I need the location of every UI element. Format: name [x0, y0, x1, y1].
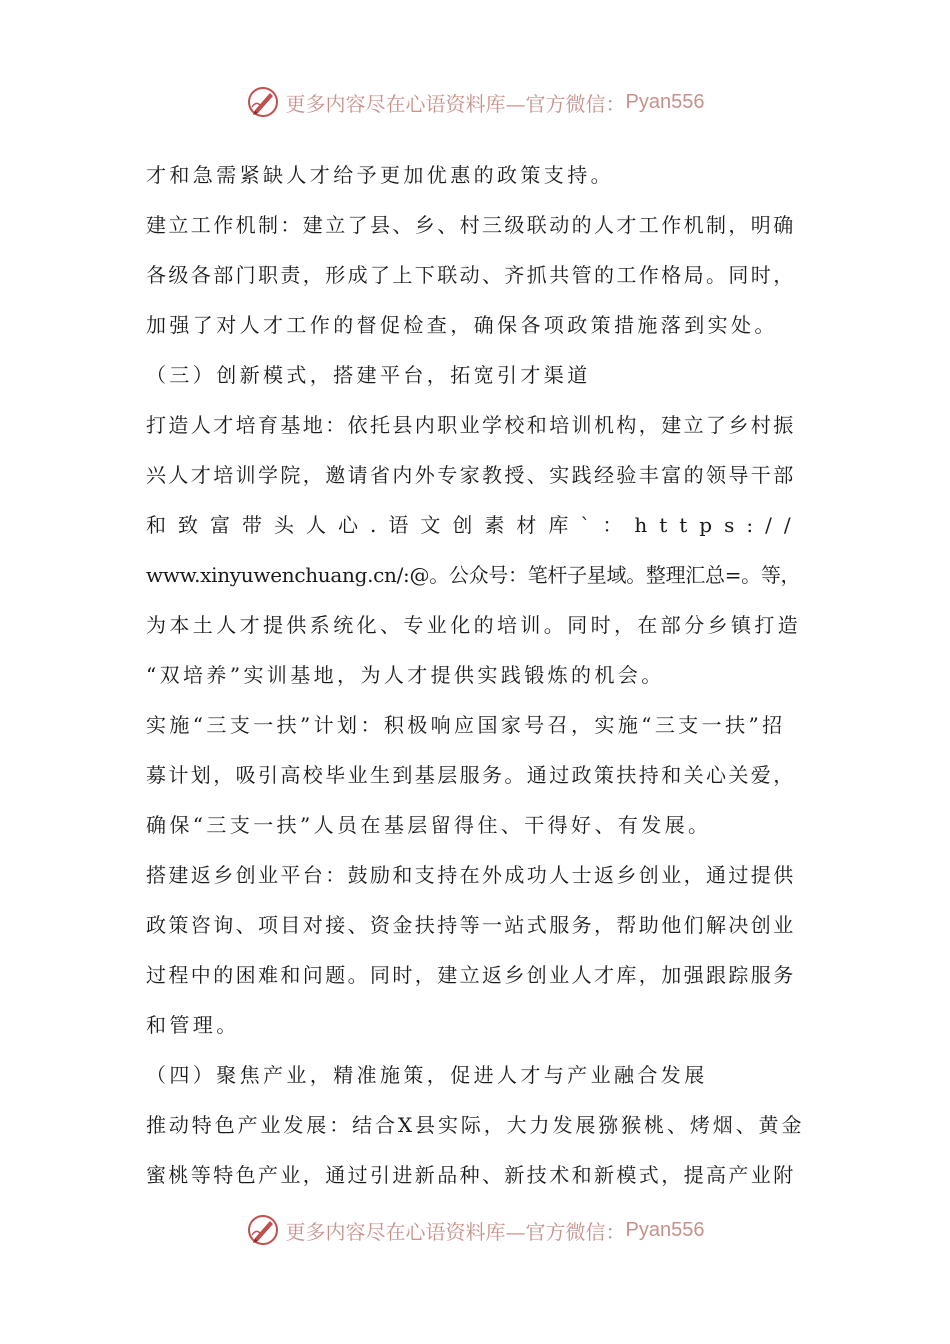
text-line: 实施“三支一扶”计划：积极响应国家号召，实施“三支一扶”招: [146, 713, 786, 737]
text-line: 和致富带头人心.语文创素材库`：https://: [146, 513, 803, 537]
banner-text: 更多内容尽在心语资料库—官方微信：: [285, 1219, 626, 1244]
header-banner: [0, 82, 950, 122]
text-line: 政策咨询、项目对接、资金扶持等一站式服务，帮助他们解决创业: [146, 913, 796, 937]
section-heading: （四）聚焦产业，精准施策，促进人才与产业融合发展: [146, 1063, 708, 1087]
text-line: 建立工作机制：建立了县、乡、村三级联动的人才工作机制，明确: [146, 213, 796, 237]
text-line: 才和急需紧缺人才给予更加优惠的政策支持。: [146, 163, 614, 187]
banner-wechat-id: Pyan556: [625, 1218, 705, 1241]
text-line: 和管理。: [146, 1013, 240, 1037]
banner-text: 更多内容尽在心语资料库—官方微信：: [285, 91, 626, 116]
text-line: 推动特色产业发展：结合X县实际，大力发展猕猴桃、烤烟、黄金: [146, 1113, 805, 1137]
document-body: [146, 150, 808, 1200]
text-line: 各级各部门职责，形成了上下联动、齐抓共管的工作格局。同时，: [146, 263, 796, 287]
text-line: 过程中的困难和问题。同时，建立返乡创业人才库，加强跟踪服务: [146, 963, 796, 987]
pen-logo-icon: [246, 1213, 280, 1247]
text-line: “双培养”实训基地，为人才提供实践锻炼的机会。: [146, 663, 665, 687]
text-line: www.xinyuwenchuang.cn/:@。公众号：笔杆子星域。整理汇总=。等，: [146, 563, 801, 587]
text-line: 搭建返乡创业平台：鼓励和支持在外成功人士返乡创业，通过提供: [146, 863, 796, 887]
section-heading: （三）创新模式，搭建平台，拓宽引才渠道: [146, 363, 591, 387]
text-line: 加强了对人才工作的督促检查，确保各项政策措施落到实处。: [146, 313, 778, 337]
text-line: 确保“三支一扶”人员在基层留得住、干得好、有发展。: [146, 813, 712, 837]
footer-banner: [0, 1210, 950, 1250]
text-line: 打造人才培育基地：依托县内职业学校和培训机构，建立了乡村振: [146, 413, 796, 437]
banner-wechat-id: Pyan556: [625, 90, 705, 113]
pen-logo-icon: [246, 85, 280, 119]
text-line: 蜜桃等特色产业，通过引进新品种、新技术和新模式，提高产业附: [146, 1163, 796, 1187]
text-line: 兴人才培训学院，邀请省内外专家教授、实践经验丰富的领导干部: [146, 463, 796, 487]
text-line: 募计划，吸引高校毕业生到基层服务。通过政策扶持和关心关爱，: [146, 763, 796, 787]
text-line: 为本土人才提供系统化、专业化的培训。同时，在部分乡镇打造: [146, 613, 802, 637]
